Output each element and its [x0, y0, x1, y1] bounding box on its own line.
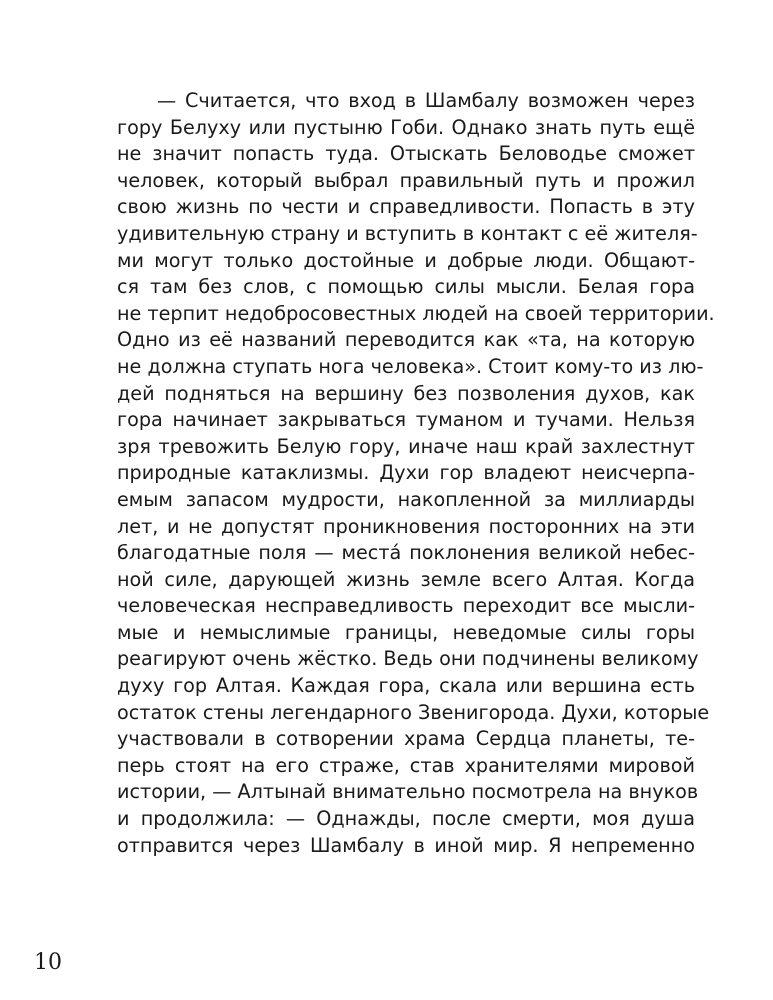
text-line: перь стоят на его страже, став хранителями мировой — [117, 753, 695, 777]
text-line: реагируют очень жёстко. Ведь они подчинены великому — [117, 647, 699, 671]
text-line: благодатные поля — места́ поклонения великой небес- — [117, 541, 695, 565]
text-line: ной силе, дарующей жизнь земле всего Алтая. Когда — [117, 567, 695, 591]
text-line: гора начинает закрываться туманом и тучами. Нельзя — [117, 408, 695, 432]
text-line: истории, — Алтынай внимательно посмотрела на внуков — [117, 780, 699, 804]
text-line: не должна ступать нога человека». Стоит кому-то из лю- — [117, 354, 704, 378]
text-line: свою жизнь по чести и справедливости. Попасть в эту — [117, 195, 695, 219]
text-line: гору Белуху или пустыню Гоби. Однако знать путь ещё — [117, 115, 695, 139]
text-line: человеческая несправедливость переходит все мысли- — [117, 594, 695, 618]
text-line: — Считается, что вход в Шамбалу возможен через — [157, 89, 695, 112]
body-paragraph — [117, 88, 715, 859]
text-line: участвовали в сотворении храма Сердца планеты, те- — [117, 727, 695, 751]
text-line: лет, и не допустят проникновения посторонних на эти — [117, 514, 695, 538]
text-line: отправится через Шамбалу в иной мир. Я непременно — [117, 833, 695, 857]
text-line: остаток стены легендарного Звенигорода. Духи, которые — [117, 700, 710, 724]
text-line: ми могут только достойные и добрые люди. Общают- — [117, 248, 695, 272]
text-line: ся там без слов, с помощью силы мысли. Белая гора — [117, 275, 695, 299]
text-line: удивительную страну и вступить в контакт с её жителя- — [117, 221, 698, 245]
text-line: природные катаклизмы. Духи гор владеют неисчерпа- — [117, 461, 695, 485]
text-line: мые и немыслимые границы, неведомые силы горы — [117, 620, 695, 644]
text-line: не значит попасть туда. Отыскать Беловодье сможет — [117, 142, 695, 166]
text-line: человек, который выбрал правильный путь и прожил — [117, 168, 695, 192]
text-line: духу гор Алтая. Каждая гора, скала или вершина есть — [117, 674, 695, 698]
text-line: Одно из её названий переводится как «та, на которую — [117, 328, 695, 352]
text-line: и продолжила: — Однажды, после смерти, моя душа — [117, 807, 695, 831]
text-line: емым запасом мудрости, накопленной за миллиарды — [117, 487, 695, 511]
page-number: 10 — [34, 950, 62, 975]
text-line: не терпит недобросовестных людей на своей территории. — [117, 301, 715, 325]
text-line: зря тревожить Белую гору, иначе наш край захлестнут — [117, 434, 695, 458]
text-line: дей подняться на вершину без позволения духов, как — [117, 381, 695, 405]
